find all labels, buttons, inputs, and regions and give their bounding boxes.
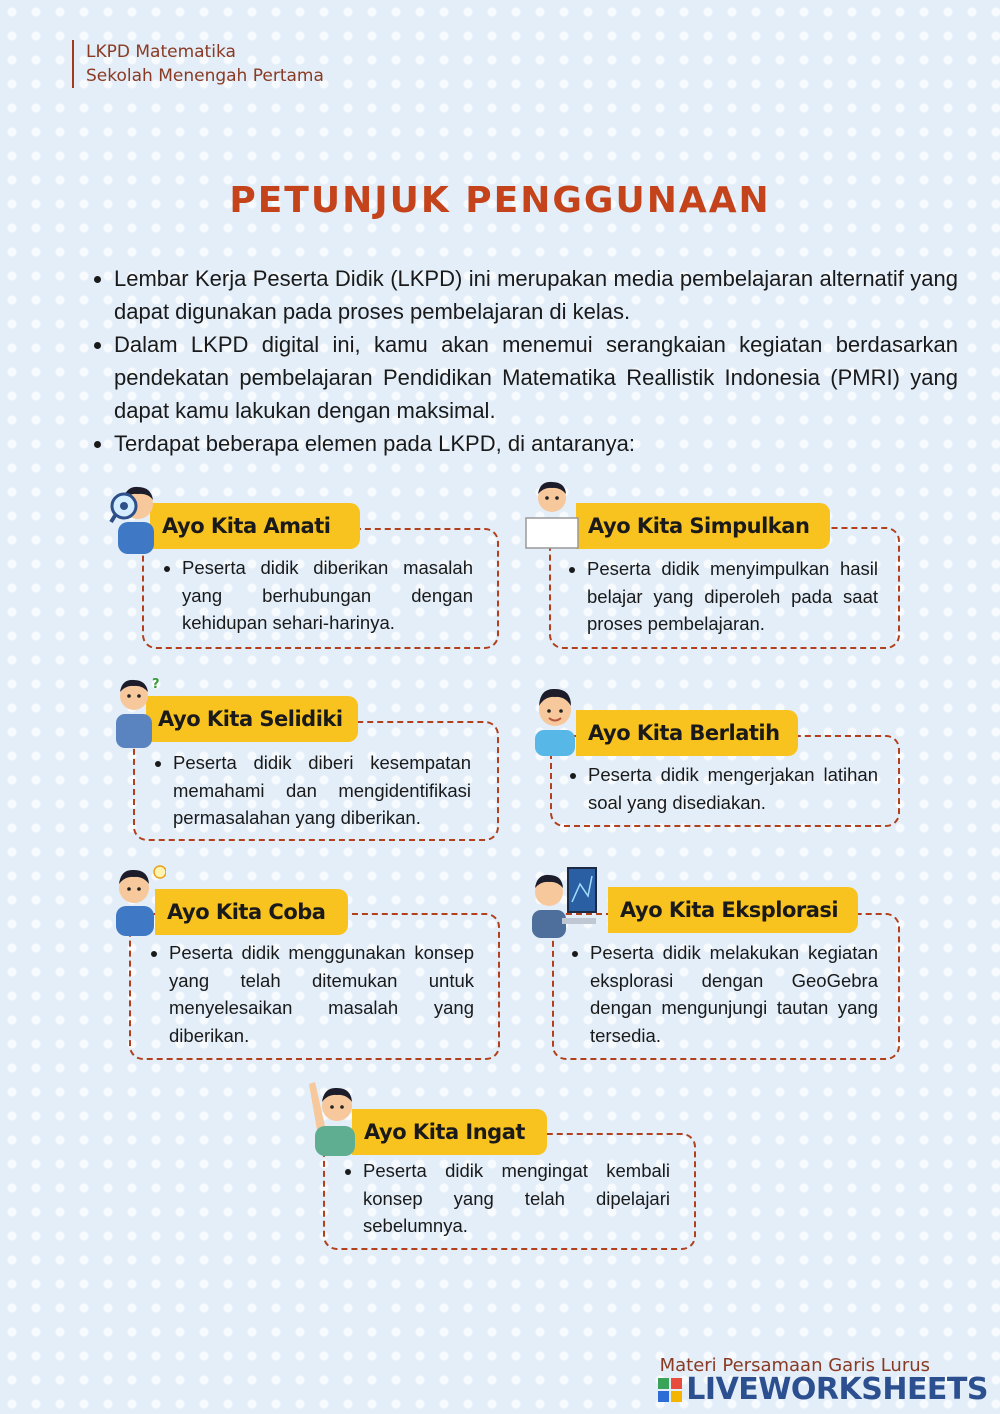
card-description: • Peserta didik diberikan masalah yang berhubungan dengan kehidupan sehari-harinya. — [182, 554, 473, 637]
idea-boy-icon — [110, 862, 166, 938]
card-description-box — [129, 913, 500, 1060]
intro-item: • Terdapat beberapa elemen pada LKPD, di antaranya: — [114, 427, 958, 460]
card-description: • Peserta didik mengingat kembali konsep yang telah dipelajari sebelumnya. — [363, 1157, 670, 1240]
svg-text:?: ? — [152, 677, 160, 692]
card-description-box — [552, 913, 900, 1060]
card-description: • Peserta didik mengerjakan latihan soal yang disediakan. — [588, 761, 878, 816]
document-header — [72, 40, 324, 88]
card-description: • Peserta didik melakukan kegiatan eksplorasi dengan GeoGebra dengan mengunjungi tautan yang tersedia. — [590, 939, 878, 1049]
writing-boy-icon — [527, 684, 583, 760]
computer-boy-icon — [532, 862, 598, 938]
liveworksheets-wordmark: LIVEWORKSHEETS — [686, 1372, 988, 1407]
intro-item: • Dalam LKPD digital ini, kamu akan menemui serangkaian kegiatan berdasarkan pendekatan pembelajaran Pendidikan Matematika Reallistik Indonesia (PMRI) yang dapat kamu lakukan dengan maksimal. — [114, 328, 958, 427]
card-title: Ayo Kita Ingat — [352, 1109, 547, 1155]
thinking-man-icon — [108, 672, 164, 748]
magnifier-boy-icon — [108, 478, 164, 554]
raising-hand-boy-icon — [305, 1080, 361, 1156]
page-title: PETUNJUK PENGGUNAAN — [229, 180, 771, 221]
sign-boy-icon — [524, 476, 580, 552]
card-title: Ayo Kita Berlatih — [576, 710, 798, 756]
intro-item: • Lembar Kerja Peserta Didik (LKPD) ini merupakan media pembelajaran alternatif yang dapat digunakan pada proses pembelajaran di kelas. — [114, 262, 958, 328]
card-description: • Peserta didik menyimpulkan hasil belajar yang diperoleh pada saat proses pembelajaran. — [587, 555, 878, 638]
header-subject: LKPD Matematika — [86, 42, 236, 62]
card-title: Ayo Kita Amati — [150, 503, 360, 549]
header-school-level: Sekolah Menengah Pertama — [86, 66, 324, 86]
card-description: • Peserta didik diberi kesempatan memahami dan mengidentifikasi permasalahan yang diberikan. — [173, 749, 471, 832]
card-description: • Peserta didik menggunakan konsep yang telah ditemukan untuk menyelesaikan masalah yang diberikan. — [169, 939, 474, 1049]
card-title: Ayo Kita Eksplorasi — [608, 887, 858, 933]
card-title: Ayo Kita Simpulkan — [576, 503, 830, 549]
intro-list — [88, 262, 958, 460]
liveworksheets-logo[interactable] — [658, 1372, 988, 1407]
liveworksheets-grid-icon — [658, 1378, 682, 1402]
footer-topic: Materi Persamaan Garis Lurus — [659, 1355, 930, 1376]
card-title: Ayo Kita Coba — [155, 889, 348, 935]
card-title: Ayo Kita Selidiki — [146, 696, 358, 742]
